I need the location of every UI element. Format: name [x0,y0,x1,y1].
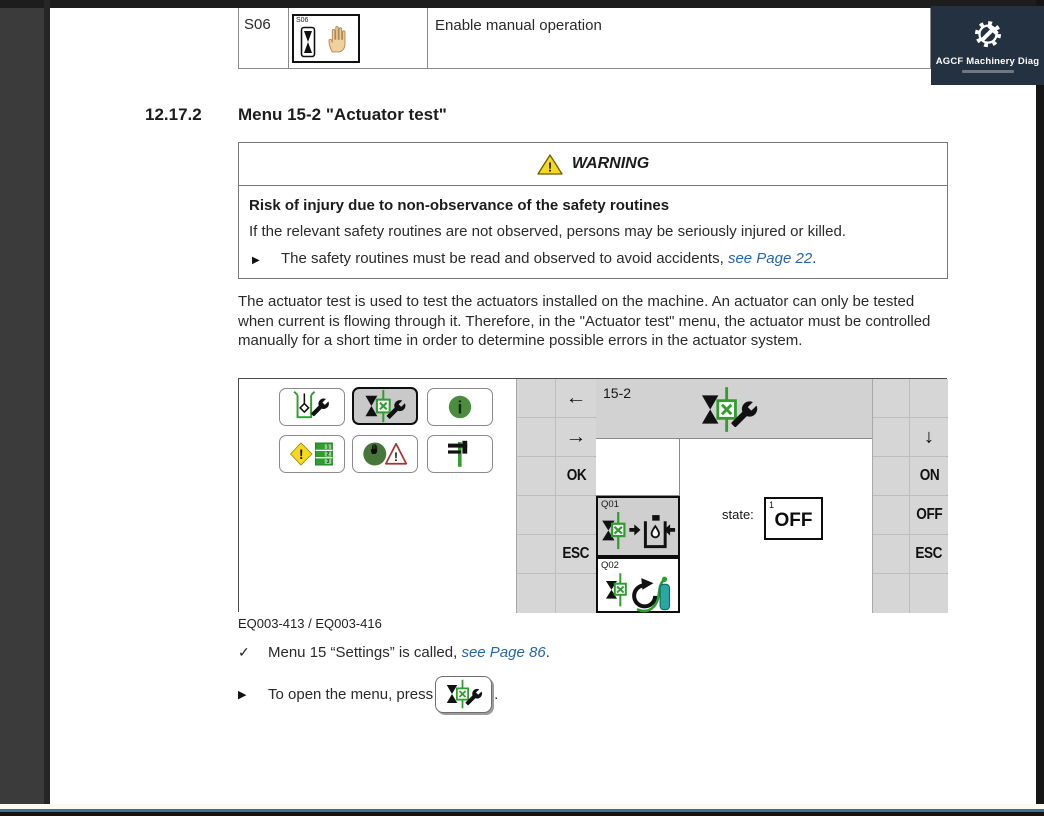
alarm-list-icon [285,437,339,471]
key-blank [873,535,909,573]
hand-icon [324,23,352,53]
menu-button-info [427,388,493,426]
figure-caption: EQ003-413 / EQ003-416 [238,616,382,631]
menu-screen [239,379,516,613]
see-page-22-link[interactable]: see Page 22 [727,250,813,267]
precondition-step [238,644,550,661]
precondition-text-main: Menu 15 “Settings” is called, [268,644,462,661]
svg-text:!: ! [547,159,552,174]
action-step [238,674,498,714]
fuel-valve-icon [600,512,676,554]
state-index: 1 [769,500,775,510]
svg-text:1: 1 [326,444,330,451]
terminal-screenshot-figure [238,378,947,612]
actuator-item-q01 [596,496,680,557]
key-blank [873,418,909,456]
logo-tagline [962,70,1014,73]
valve-glyph-icon [300,26,316,58]
key-blank [873,379,909,417]
key-arrow-right: → [556,418,596,456]
actuator-item-q02 [596,557,680,613]
gear-hammer-icon [969,18,1007,54]
state-value: OFF [774,509,813,531]
key-esc: ESC [910,535,948,573]
table-border [288,8,289,68]
table-border [238,8,239,68]
key-on: ON [910,457,948,495]
menu-button-actuator-test [352,387,418,425]
actuator-id: Q01 [601,499,619,510]
svg-text:!: ! [394,450,399,465]
right-keypad [872,379,948,613]
table-cell-code: S06 [244,16,271,33]
action-period: . [494,685,499,703]
action-text: To open the menu, press [268,685,434,703]
svg-text:2: 2 [326,451,330,458]
table-border [427,8,428,68]
key-blank [517,496,555,534]
key-esc: ESC [556,535,596,573]
actuator-id: Q02 [601,560,619,571]
key-blank [910,379,948,417]
warning-title: WARNING [571,155,650,172]
key-blank [517,418,555,456]
screen-header [596,379,872,439]
warning-header [239,143,947,186]
key-blank [556,496,596,534]
actuator-test-key-image [435,676,492,713]
table-border [238,68,931,69]
key-blank [556,574,596,612]
company-logo [931,6,1044,85]
bullet-triangle-icon: ▶ [252,255,260,266]
key-blank [517,535,555,573]
key-image-label: S06 [296,17,309,24]
svg-text:3: 3 [326,459,330,466]
key-blank [873,574,909,612]
manual-page [50,8,1036,804]
key-ok: OK [556,457,596,495]
menu-button-calibration [427,435,493,473]
key-blank [517,574,555,612]
key-blank [873,457,909,495]
logo-title: AGCF Machinery Diag [935,56,1040,67]
section-title: Menu 15-2 "Actuator test" [238,105,447,124]
section-number: 12.17.2 [145,105,202,124]
key-arrow-down: ↓ [910,418,948,456]
menu-button-alarm-list [279,435,345,473]
manual-mode-warning-icon [358,437,412,471]
actuator-test-icon [358,389,412,423]
sensor-test-icon [286,390,338,424]
precondition-period: . [545,644,550,661]
svg-text:!: ! [299,447,304,463]
warning-instruction-text: The safety routines must be read and observed to avoid accidents, [281,250,728,267]
table-cell-description: Enable manual operation [435,17,602,34]
see-page-86-link[interactable]: see Page 86 [461,644,546,661]
window-bottom-edge [0,812,1044,816]
key-blank [517,379,555,417]
window-top-edge [0,0,1044,8]
left-keypad [516,379,596,613]
actuator-test-screen [596,379,872,613]
key-blank [910,574,948,612]
svg-text:i: i [457,397,463,418]
actuator-test-icon [442,679,486,709]
intro-paragraph: The actuator test is used to test the actuators installed on the machine. An actuator can only be tested when current is flowing through it. Therefore, in the "Actuator test" menu, the actuator must be controlled manually for a short time in order to determine possible errors in the actuator system. [238,293,931,349]
checkmark-icon: ✓ [238,644,250,660]
actuator-list-empty-cell [596,439,680,496]
info-icon [440,391,480,423]
warning-risk-heading: Risk of injury due to non-observance of the safety routines [249,197,670,214]
window-right-edge [1036,0,1044,816]
precondition-text [268,644,550,661]
warning-triangle-icon [537,153,563,176]
warning-instruction [281,250,816,267]
rotation-cylinder-icon [600,571,676,613]
manual-operation-key-image [292,14,360,63]
warning-instruction-period: . [812,250,817,267]
warning-risk-body: If the relevant safety routines are not observed, persons may be seriously injured or killed. [249,223,846,240]
key-blank [873,496,909,534]
state-value-box [764,497,823,540]
key-off: OFF [910,496,948,534]
menu-button-sensor-test [279,388,345,426]
menu-button-manual-mode [352,435,418,473]
key-blank [517,457,555,495]
screen-code: 15-2 [603,385,632,401]
action-triangle-icon: ▶ [238,688,247,701]
key-arrow-left: ← [556,379,596,417]
state-label: state: [722,507,754,522]
actuator-test-icon [694,386,764,433]
warning-box [238,142,948,279]
caliper-icon [440,438,480,470]
